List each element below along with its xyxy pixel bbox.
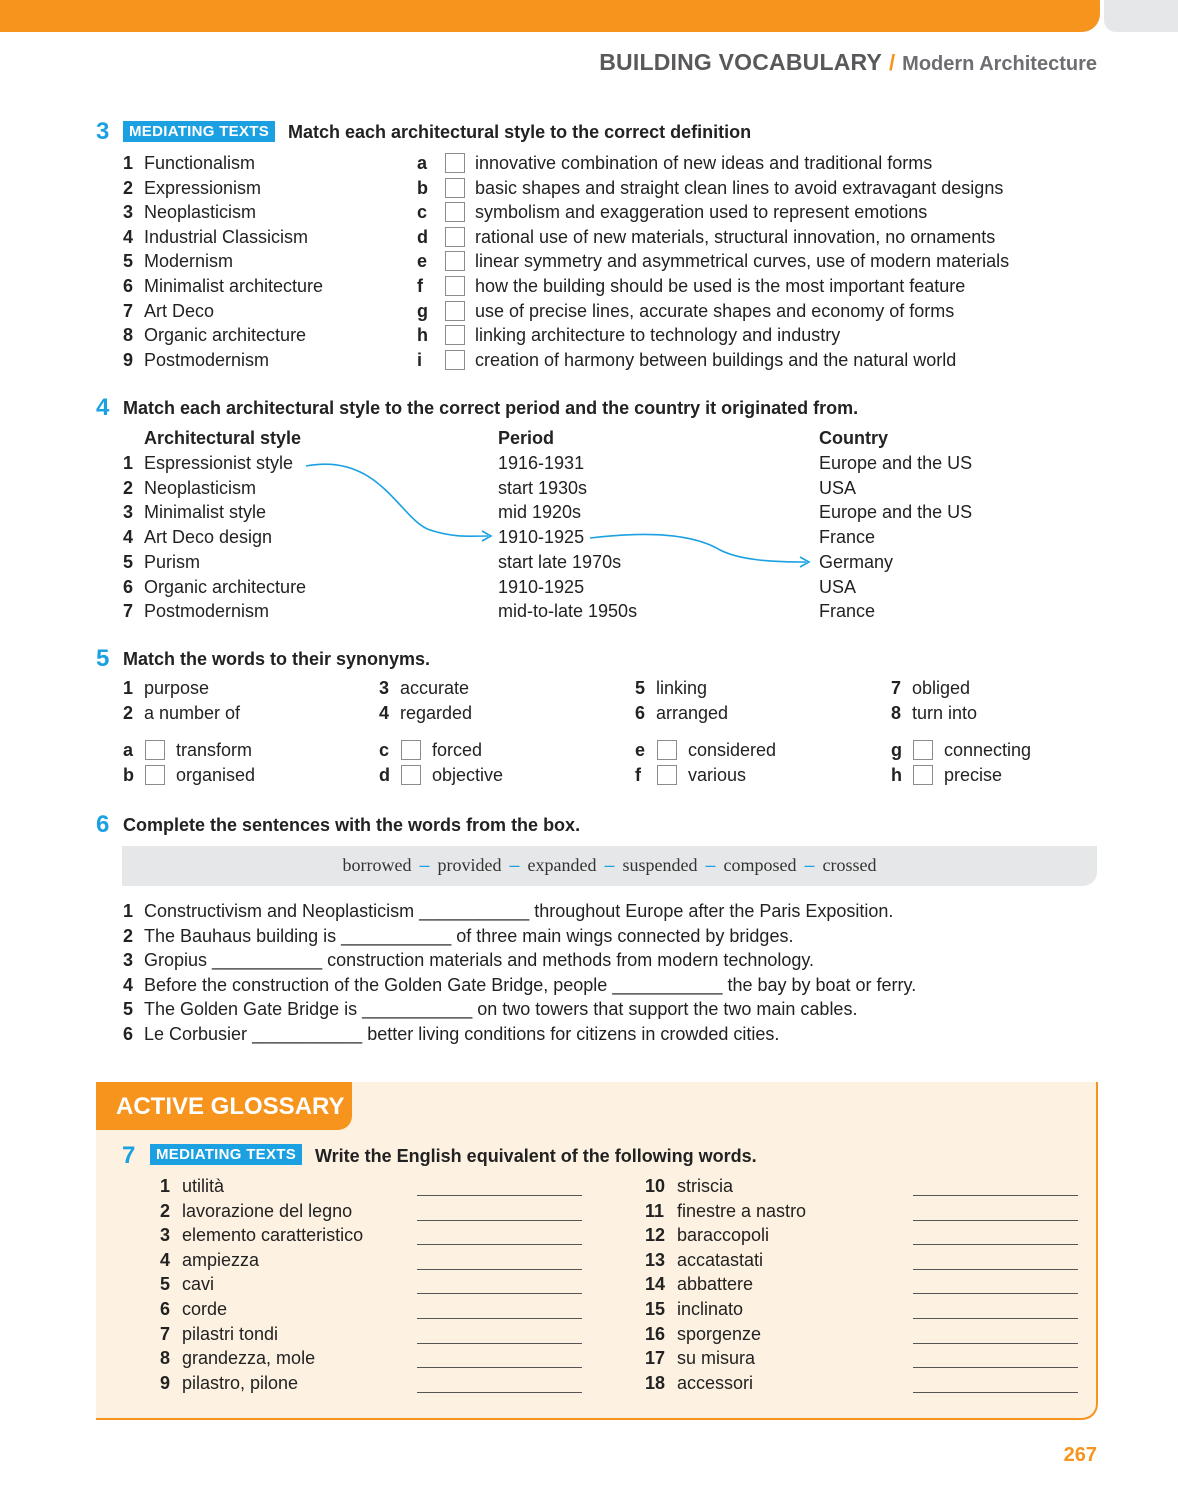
country-cell: Europe and the US: [819, 502, 973, 523]
synonym-text: considered: [688, 740, 777, 760]
word-item-text: arranged: [656, 703, 729, 723]
style-row-number: 1: [123, 453, 134, 473]
box-word: provided: [437, 855, 502, 875]
word-item-text: obliged: [912, 678, 971, 698]
word-item-text: a number of: [144, 703, 241, 723]
period-cell: start late 1970s: [498, 551, 622, 572]
definition-letter: f: [417, 276, 423, 296]
style-row-number: 6: [123, 576, 134, 597]
sentence: [123, 925, 793, 947]
exercise-3-instruction: Match each architectural style to the correct definition: [288, 122, 752, 142]
answer-line[interactable]: [913, 1244, 1078, 1245]
style-item-text: Minimalist architecture: [144, 276, 324, 296]
glossary-item: [645, 1298, 743, 1320]
answer-line[interactable]: [417, 1367, 582, 1368]
glossary-number: 18: [645, 1372, 666, 1393]
exercise-6-number: 6: [96, 811, 110, 838]
glossary-word: utilità: [182, 1176, 225, 1196]
definition-letter: d: [417, 226, 428, 247]
column-header-country: Country: [819, 428, 888, 448]
period-cell: mid-to-late 1950s: [498, 601, 638, 622]
exercise-7-instruction: Write the English equivalent of the following words.: [315, 1146, 757, 1166]
exercise-7-number: 7: [122, 1142, 136, 1169]
word-item: [891, 702, 977, 724]
synonym-text: precise: [944, 764, 1003, 785]
answer-line[interactable]: [417, 1318, 582, 1319]
definition-letter: c: [417, 202, 428, 223]
glossary-number: 7: [160, 1323, 171, 1344]
glossary-word: striscia: [677, 1176, 734, 1196]
definition-letter: g: [417, 300, 428, 321]
glossary-number: 6: [160, 1299, 171, 1319]
definition-text: creation of harmony between buildings and the natural world: [475, 349, 957, 370]
answer-blank[interactable]: ___________: [341, 925, 452, 946]
glossary-number: 8: [160, 1348, 171, 1369]
glossary-word: ampiezza: [182, 1249, 260, 1270]
glossary-word: lavorazione del legno: [182, 1200, 353, 1221]
style-item-text: Art Deco: [144, 300, 215, 321]
answer-line[interactable]: [913, 1367, 1078, 1368]
style-item-text: Organic architecture: [144, 325, 307, 346]
synonym-text: transform: [176, 740, 253, 760]
sentence: [123, 998, 857, 1020]
sentence-start: Le Corbusier: [144, 1024, 253, 1044]
glossary-item: [645, 1273, 753, 1295]
style-item-number: 5: [123, 251, 134, 272]
glossary-item: [160, 1224, 363, 1246]
glossary-word: grandezza, mole: [182, 1348, 316, 1369]
word-item: [635, 677, 707, 699]
word-item: [379, 677, 469, 699]
style-item-text: Industrial Classicism: [144, 226, 309, 247]
word-item-number: 2: [123, 703, 134, 723]
sentence-start: The Bauhaus building is: [144, 925, 342, 946]
period-cell: 1910-1925: [498, 576, 585, 597]
style-item-text: Neoplasticism: [144, 202, 257, 223]
example-arrow-style-to-period: [306, 464, 488, 536]
section-subtitle: Modern Architecture: [902, 53, 1097, 75]
mediating-texts-badge: MEDIATING TEXTS: [123, 121, 275, 142]
definition-text: symbolism and exaggeration used to represent emotions: [475, 202, 928, 223]
glossary-item: [160, 1323, 278, 1345]
exercise-3-number: 3: [96, 118, 110, 145]
period-cell: 1910-1925: [498, 527, 585, 548]
glossary-item: [160, 1200, 352, 1222]
example-arrow-period-to-country: [590, 534, 806, 562]
answer-line[interactable]: [417, 1293, 582, 1294]
definition-letter: i: [417, 349, 423, 370]
box-word: expanded: [527, 855, 597, 875]
synonym-letter: d: [379, 764, 390, 785]
column-header-style: Architectural style: [144, 428, 302, 448]
answer-checkbox[interactable]: [401, 740, 421, 760]
definition-text: rational use of new materials, structural innovation, no ornaments: [475, 226, 996, 247]
glossary-item: [160, 1273, 214, 1295]
answer-checkbox[interactable]: [657, 740, 677, 760]
style-row-text: Neoplasticism: [144, 477, 257, 498]
sentence: [123, 974, 916, 996]
glossary-number: 11: [645, 1200, 665, 1221]
exercise-5-number: 5: [96, 645, 110, 672]
style-item-number: 9: [123, 349, 134, 370]
synonym-letter: c: [379, 740, 390, 760]
glossary-item: [645, 1249, 763, 1271]
country-cell: USA: [819, 477, 857, 498]
answer-blank[interactable]: ___________: [419, 901, 530, 921]
word-item-number: 3: [379, 678, 390, 698]
definition-text: use of precise lines, accurate shapes and economy of forms: [475, 300, 955, 321]
answer-line[interactable]: [417, 1195, 582, 1196]
sentence-end: of three main wings connected by bridges.: [451, 925, 794, 946]
glossary-number: 5: [160, 1274, 171, 1295]
answer-line[interactable]: [417, 1220, 582, 1221]
glossary-word: cavi: [182, 1274, 215, 1295]
style-row-text: Espressionist style: [144, 453, 294, 473]
mediating-texts-badge-7: MEDIATING TEXTS: [150, 1144, 302, 1165]
glossary-word: accessori: [677, 1372, 754, 1393]
header-separator: /: [889, 50, 896, 75]
glossary-item: [645, 1323, 761, 1345]
answer-blank[interactable]: ___________: [612, 974, 723, 995]
glossary-item: [160, 1175, 224, 1197]
answer-checkbox[interactable]: [145, 765, 165, 785]
period-cell: 1916-1931: [498, 453, 585, 473]
glossary-number: 10: [645, 1176, 666, 1196]
word-item-text: regarded: [400, 703, 473, 723]
glossary-number: 15: [645, 1299, 666, 1319]
country-cell: Europe and the US: [819, 453, 973, 473]
exercise-4-number: 4: [96, 394, 110, 421]
synonym-letter: b: [123, 764, 134, 785]
answer-line[interactable]: [913, 1195, 1078, 1196]
period-cell: start 1930s: [498, 477, 588, 498]
sentence-end: the bay by boat or ferry.: [722, 974, 917, 995]
synonym-text: various: [688, 764, 747, 785]
word-item-text: purpose: [144, 678, 210, 698]
sentence-start: Constructivism and Neoplasticism: [144, 901, 420, 921]
word-separator: –: [604, 855, 615, 875]
synonym-text: objective: [432, 764, 504, 785]
style-item-number: 3: [123, 202, 134, 223]
section-title: BUILDING VOCABULARY: [599, 49, 883, 75]
definition-text: innovative combination of new ideas and traditional forms: [475, 153, 933, 173]
word-item-number: 6: [635, 703, 646, 723]
box-word: borrowed: [342, 855, 412, 875]
style-item-number: 1: [123, 153, 134, 173]
word-item: [123, 702, 240, 724]
definition-letter: b: [417, 177, 428, 198]
glossary-number: 4: [160, 1249, 171, 1270]
glossary-word: baraccopoli: [677, 1225, 770, 1246]
word-item-number: 7: [891, 678, 902, 698]
sentence-number: 4: [123, 974, 134, 995]
exercise-5-instruction: Match the words to their synonyms.: [123, 649, 431, 669]
style-item-number: 6: [123, 276, 134, 296]
glossary-item: [645, 1372, 753, 1394]
style-item-text: Expressionism: [144, 177, 262, 198]
style-row-number: 2: [123, 477, 134, 498]
answer-line[interactable]: [913, 1392, 1078, 1393]
glossary-number: 16: [645, 1323, 666, 1344]
glossary-word: inclinato: [677, 1299, 744, 1319]
word-item-text: accurate: [400, 678, 470, 698]
column-header-period: Period: [498, 428, 555, 448]
sentence-number: 5: [123, 999, 134, 1020]
page-number: 267: [1063, 1444, 1097, 1466]
answer-checkbox[interactable]: [657, 765, 677, 785]
sentence-number: 6: [123, 1024, 134, 1044]
glossary-word: corde: [182, 1299, 228, 1319]
answer-line[interactable]: [913, 1269, 1078, 1270]
definition-letter: a: [417, 153, 428, 173]
glossary-item: [645, 1200, 806, 1222]
word-separator: –: [419, 855, 430, 875]
style-row-text: Organic architecture: [144, 576, 307, 597]
answer-checkbox[interactable]: [913, 740, 933, 760]
sentence-start: Before the construction of the Golden Gate Bridge, people: [144, 974, 613, 995]
answer-line[interactable]: [913, 1318, 1078, 1319]
answer-blank[interactable]: ___________: [212, 950, 323, 971]
style-item-number: 8: [123, 325, 134, 346]
word-item-text: linking: [656, 678, 708, 698]
synonym-text: organised: [176, 764, 256, 785]
exercise-4-instruction: Match each architectural style to the correct period and the country it originated from.: [123, 398, 859, 418]
style-row-number: 7: [123, 601, 134, 622]
country-cell: USA: [819, 576, 857, 597]
answer-checkbox[interactable]: [913, 765, 933, 785]
definition-text: linking architecture to technology and industry: [475, 325, 841, 346]
style-row-number: 5: [123, 551, 134, 572]
definition-letter: h: [417, 325, 428, 346]
glossary-number: 14: [645, 1274, 666, 1295]
definition-letter: e: [417, 251, 428, 272]
sentence-end: on two towers that support the two main cables.: [472, 999, 858, 1020]
sentence-start: The Golden Gate Bridge is: [144, 999, 363, 1020]
answer-line[interactable]: [417, 1343, 582, 1344]
glossary-number: 1: [160, 1176, 171, 1196]
period-cell: mid 1920s: [498, 502, 582, 523]
glossary-item: [645, 1224, 769, 1246]
word-item-text: turn into: [912, 703, 978, 723]
synonym-letter: e: [635, 740, 646, 760]
exercise-6-instruction: Complete the sentences with the words from the box.: [123, 815, 581, 835]
sentence-number: 1: [123, 901, 134, 921]
style-item-text: Modernism: [144, 251, 234, 272]
glossary-word: abbattere: [677, 1274, 754, 1295]
sentence: [123, 949, 814, 971]
style-row-text: Postmodernism: [144, 601, 270, 622]
sentence-end: construction materials and methods from modern technology.: [322, 950, 815, 971]
sentence-end: better living conditions for citizens in crowded cities.: [362, 1024, 780, 1044]
glossary-number: 17: [645, 1348, 666, 1369]
glossary-number: 9: [160, 1372, 171, 1393]
glossary-word: pilastri tondi: [182, 1323, 279, 1344]
box-word: suspended: [622, 855, 698, 875]
synonym-text: connecting: [944, 740, 1032, 760]
glossary-item: [160, 1298, 227, 1320]
word-item-number: 5: [635, 678, 646, 698]
sentence-number: 2: [123, 925, 134, 946]
sentence: [123, 1023, 779, 1045]
answer-blank[interactable]: ___________: [362, 999, 473, 1020]
glossary-item: [645, 1175, 733, 1197]
glossary-number: 13: [645, 1249, 666, 1270]
box-word: crossed: [822, 855, 877, 875]
country-cell: France: [819, 601, 876, 622]
word-item: [635, 702, 728, 724]
style-item-text: Functionalism: [144, 153, 256, 173]
country-cell: France: [819, 527, 876, 548]
synonym-letter: a: [123, 740, 134, 760]
answer-line[interactable]: [417, 1392, 582, 1393]
glossary-word: pilastro, pilone: [182, 1372, 299, 1393]
sentence-end: throughout Europe after the Paris Exposition.: [529, 901, 894, 921]
glossary-word: elemento caratteristico: [182, 1225, 364, 1246]
word-item: [891, 677, 970, 699]
answer-checkbox[interactable]: [145, 740, 165, 760]
definition-text: how the building should be used is the most important feature: [475, 276, 966, 296]
answer-blank[interactable]: ___________: [252, 1024, 363, 1044]
style-row-text: Art Deco design: [144, 527, 273, 548]
answer-line[interactable]: [913, 1293, 1078, 1294]
word-separator: –: [509, 855, 520, 875]
answer-line[interactable]: [913, 1220, 1078, 1221]
word-item-number: 1: [123, 678, 134, 698]
sentence-start: Gropius: [144, 950, 213, 971]
style-item-text: Postmodernism: [144, 349, 270, 370]
style-item-number: 2: [123, 177, 134, 198]
answer-checkbox[interactable]: [401, 765, 421, 785]
style-row-text: Minimalist style: [144, 502, 267, 523]
definition-text: basic shapes and straight clean lines to avoid extravagant designs: [475, 177, 1004, 198]
synonym-letter: f: [635, 764, 641, 785]
word-item-number: 8: [891, 703, 902, 723]
word-item-number: 4: [379, 703, 390, 723]
glossary-number: 2: [160, 1200, 171, 1221]
style-row-number: 4: [123, 527, 134, 548]
word-item: [123, 677, 209, 699]
answer-line[interactable]: [417, 1244, 582, 1245]
word-item: [379, 702, 472, 724]
word-separator: –: [804, 855, 815, 875]
answer-line[interactable]: [417, 1269, 582, 1270]
glossary-word: sporgenze: [677, 1323, 762, 1344]
style-row-number: 3: [123, 502, 134, 523]
glossary-word: accatastati: [677, 1249, 764, 1270]
definition-text: linear symmetry and asymmetrical curves, use of modern materials: [475, 251, 1010, 272]
style-row-text: Purism: [144, 551, 201, 572]
glossary-number: 12: [645, 1225, 666, 1246]
word-box: [122, 846, 1097, 886]
glossary-word: finestre a nastro: [677, 1200, 807, 1221]
glossary-item: [160, 1347, 315, 1369]
sentence: [123, 900, 893, 922]
glossary-word: su misura: [677, 1348, 756, 1369]
glossary-number: 3: [160, 1225, 171, 1246]
glossary-item: [160, 1372, 298, 1394]
synonym-text: forced: [432, 740, 483, 760]
active-glossary-title: ACTIVE GLOSSARY: [96, 1082, 352, 1130]
word-separator: –: [705, 855, 716, 875]
synonym-letter: h: [891, 764, 902, 785]
box-word: composed: [723, 855, 797, 875]
country-cell: Germany: [819, 551, 894, 572]
style-item-number: 4: [123, 226, 134, 247]
glossary-item: [160, 1249, 259, 1271]
style-item-number: 7: [123, 300, 134, 321]
glossary-item: [645, 1347, 755, 1369]
answer-line[interactable]: [913, 1343, 1078, 1344]
sentence-number: 3: [123, 950, 134, 971]
synonym-letter: g: [891, 740, 902, 760]
